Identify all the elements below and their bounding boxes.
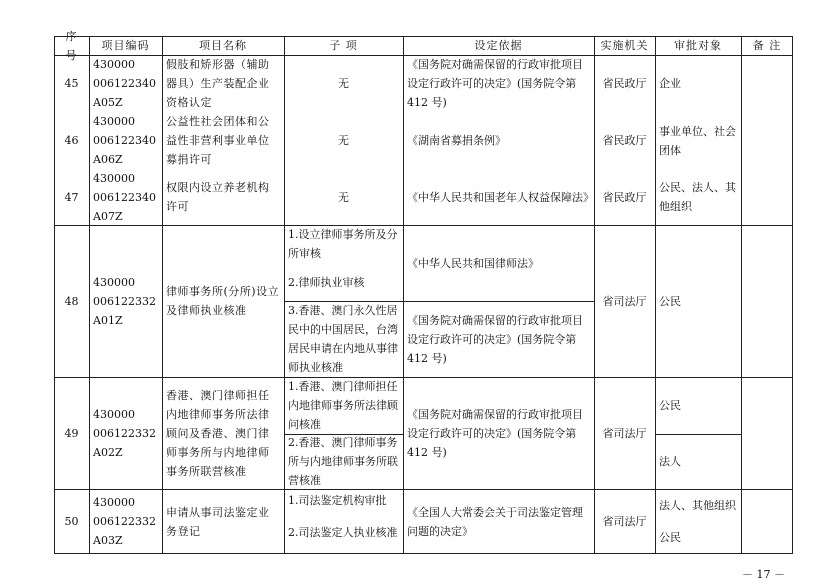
row-sub: 无 — [338, 77, 349, 90]
row-basis: 《中华人民共和国老年人权益保障法》 — [407, 190, 594, 204]
row-seq: 48 — [64, 294, 79, 308]
row-sub-item: 3.香港、澳门永久性居民中的中国居民，台湾居民申请在内地从事律师执业核准 — [288, 304, 398, 374]
row-target: 公民 — [659, 294, 681, 308]
row-basis: 《湖南省募捐条例》 — [407, 134, 506, 147]
row-code: 430000 006122340 A05Z — [93, 58, 156, 109]
row-code: 430000 006122340 A07Z — [93, 171, 156, 223]
row-sub-item: 2.司法鉴定人执业核准 — [288, 526, 398, 539]
row-name: 权限内设立养老机构许可 — [166, 181, 270, 213]
row-basis: 《国务院对确需保留的行政审批项目设定行政许可的决定》(国务院令第 412 号) — [407, 58, 583, 109]
row-sub-item: 1.香港、澳门律师担任内地律师事务所法律顾问核准 — [288, 380, 398, 431]
row-agency: 省司法厅 — [602, 426, 647, 440]
row-basis: 《中华人民共和国律师法》 — [407, 256, 539, 270]
approval-table — [54, 29, 793, 554]
row-agency: 省民政厅 — [602, 77, 647, 90]
page-number: － 17 － — [742, 568, 785, 581]
header-seq: 序 号 — [65, 29, 78, 62]
row-agency: 省民政厅 — [602, 190, 647, 204]
header-code: 项目编码 — [101, 39, 150, 52]
row-basis: 《国务院对确需保留的行政审批项目设定行政许可的决定》(国务院令第 412 号) — [407, 407, 583, 459]
row-sub: 无 — [338, 190, 349, 204]
row-target: 法人 — [659, 455, 681, 468]
row-name: 假肢和矫形器（辅助器具）生产装配企业资格认定 — [166, 58, 270, 109]
header-remark: 备 注 — [752, 39, 782, 52]
row-code: 430000 006122332 A03Z — [93, 496, 156, 547]
row-sub-item: 2.香港、澳门律师事务所与内地律师事务所联营核准 — [288, 436, 398, 487]
row-name: 香港、澳门律师担任内地律师事务所法律顾问及香港、澳门律师事务所与内地律师事务所联营核准 — [166, 388, 270, 478]
row-seq: 49 — [64, 426, 79, 440]
row-code: 430000 006122332 A02Z — [93, 407, 156, 459]
row-target: 公民、法人、其他组织 — [659, 181, 736, 213]
header-name: 项目名称 — [199, 39, 247, 52]
header-basis: 设定依据 — [474, 39, 523, 52]
row-basis: 《国务院对确需保留的行政审批项目设定行政许可的决定》(国务院令第 412 号) — [407, 313, 583, 365]
row-name: 申请从事司法鉴定业务登记 — [166, 505, 270, 538]
header-agency: 实施机关 — [600, 39, 649, 52]
row-seq: 46 — [64, 134, 79, 147]
row-seq: 50 — [64, 515, 79, 528]
row-agency: 省司法厅 — [602, 294, 647, 308]
row-target: 事业单位、社会团体 — [659, 124, 736, 157]
row-agency: 省民政厅 — [602, 134, 647, 147]
row-target: 公民 — [659, 531, 681, 544]
row-basis: 《全国人大常委会关于司法鉴定管理问题的决定》 — [407, 505, 583, 538]
row-seq: 47 — [64, 190, 79, 204]
row-target: 法人、其他组织 — [659, 498, 736, 512]
row-seq: 45 — [64, 77, 79, 90]
row-code: 430000 006122340 A06Z — [93, 115, 156, 166]
header-target: 审批对象 — [674, 39, 722, 52]
row-sub: 无 — [338, 134, 349, 147]
row-name: 律师事务所(分所)设立及律师执业核准 — [166, 285, 280, 317]
row-sub-item: 2.律师执业审核 — [288, 275, 365, 289]
row-name: 公益性社会团体和公益性非营利事业单位募捐许可 — [166, 115, 270, 166]
row-sub-item: 1.司法鉴定机构审批 — [288, 493, 387, 507]
row-code: 430000 006122332 A01Z — [93, 275, 156, 327]
row-target: 企业 — [659, 77, 681, 90]
header-sub: 子 项 — [329, 39, 358, 52]
row-sub-item: 1.设立律师事务所及分所审核 — [288, 228, 398, 260]
row-agency: 省司法厅 — [602, 515, 647, 528]
row-target: 公民 — [659, 399, 681, 412]
col-divider — [741, 36, 742, 554]
